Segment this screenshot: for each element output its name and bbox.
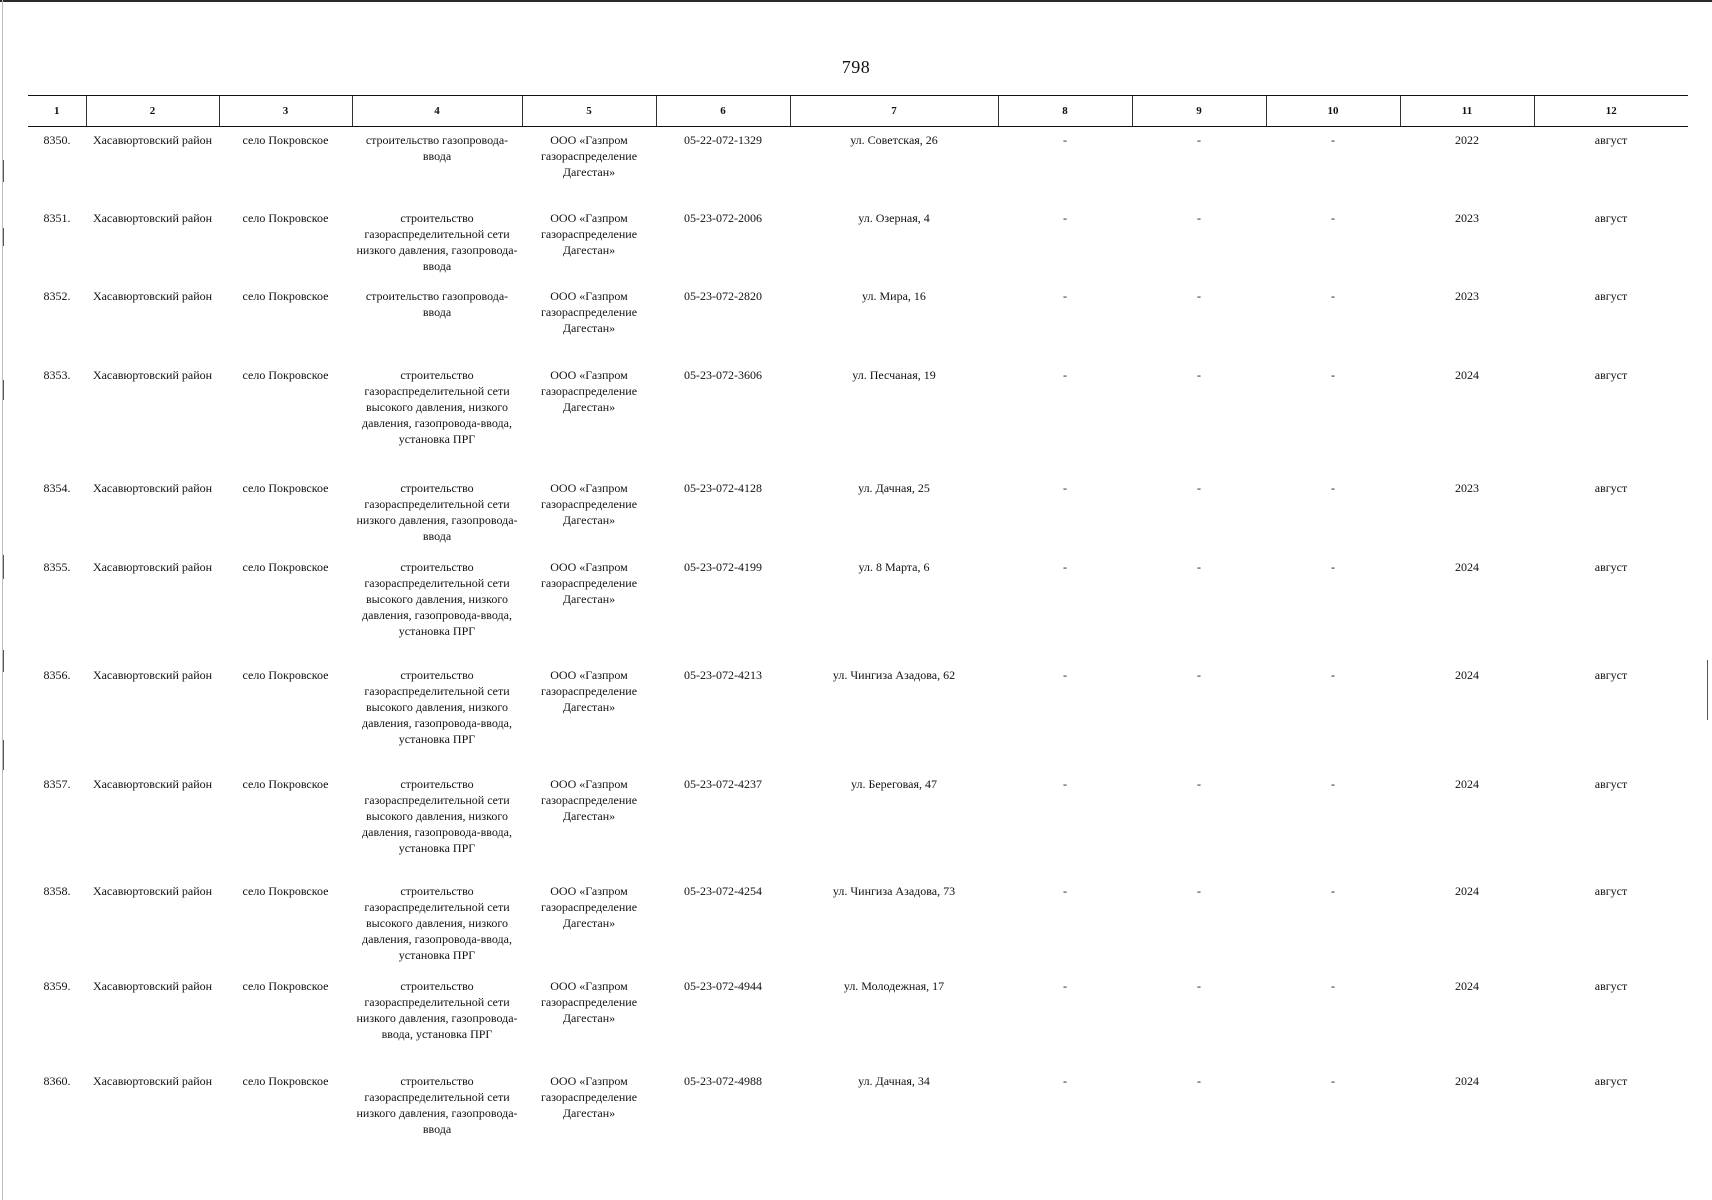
district-cell: Хасавюртовский район bbox=[92, 883, 213, 898]
address-cell: ул. Дачная, 25 bbox=[858, 480, 930, 495]
address-cell: ул. Мира, 16 bbox=[862, 288, 926, 303]
settlement-cell: село Покровское bbox=[242, 367, 329, 382]
work-description-cell: строительство газораспределительной сети низкого давления, газопровода-ввода bbox=[356, 480, 518, 543]
work-description-cell: строительство газораспределительной сети низкого давления, газопровода-ввода, установка ПРГ bbox=[356, 978, 518, 1041]
work-description-cell: строительство газораспределительной сети высокого давления, низкого давления, газопровода-ввода, установка ПРГ bbox=[362, 367, 512, 446]
column-10-cell: - bbox=[1331, 133, 1335, 147]
scan-margin-mark bbox=[3, 160, 4, 182]
year-cell: 2024 bbox=[1455, 559, 1479, 574]
month-cell: август bbox=[1594, 367, 1628, 382]
column-8-cell: - bbox=[1063, 559, 1067, 574]
month-cell: август bbox=[1594, 288, 1628, 303]
column-number-row bbox=[28, 96, 1688, 127]
work-description-cell: строительство газораспределительной сети высокого давления, низкого давления, газопровода-ввода, установка ПРГ bbox=[362, 559, 512, 638]
object-code-cell: 05-23-072-4988 bbox=[684, 1073, 762, 1088]
row-number: 8352. bbox=[43, 288, 71, 303]
column-10-cell: - bbox=[1331, 883, 1335, 898]
operator-cell: ООО «Газпром газораспределение Дагестан» bbox=[540, 559, 638, 606]
table-row bbox=[28, 662, 1688, 771]
column-header: 12 bbox=[1534, 96, 1688, 127]
column-10-cell: - bbox=[1331, 1073, 1335, 1088]
year-cell: 2024 bbox=[1455, 978, 1479, 993]
row-number: 8355. bbox=[43, 559, 71, 574]
column-9-cell: - bbox=[1197, 1073, 1201, 1088]
object-code-cell: 05-23-072-2006 bbox=[684, 210, 762, 225]
column-8-cell: - bbox=[1063, 210, 1067, 225]
table-row bbox=[28, 878, 1688, 973]
column-header: 10 bbox=[1266, 96, 1400, 127]
district-cell: Хасавюртовский район bbox=[92, 367, 213, 382]
column-10-cell: - bbox=[1331, 776, 1335, 791]
table-row bbox=[28, 475, 1688, 554]
settlement-cell: село Покровское bbox=[242, 1073, 329, 1088]
column-header: 5 bbox=[522, 96, 656, 127]
address-cell: ул. Дачная, 34 bbox=[858, 1073, 930, 1088]
column-header: 7 bbox=[790, 96, 998, 127]
column-header: 6 bbox=[656, 96, 790, 127]
operator-cell: ООО «Газпром газораспределение Дагестан» bbox=[540, 667, 638, 714]
column-10-cell: - bbox=[1331, 667, 1335, 682]
district-cell: Хасавюртовский район bbox=[92, 480, 213, 495]
column-9-cell: - bbox=[1197, 133, 1201, 147]
column-8-cell: - bbox=[1063, 367, 1067, 382]
month-cell: август bbox=[1594, 210, 1628, 225]
address-cell: ул. Советская, 26 bbox=[850, 133, 938, 147]
object-code-cell: 05-23-072-4237 bbox=[684, 776, 762, 791]
month-cell: август bbox=[1594, 776, 1628, 791]
column-8-cell: - bbox=[1063, 133, 1067, 147]
operator-cell: ООО «Газпром газораспределение Дагестан» bbox=[540, 367, 638, 414]
column-8-cell: - bbox=[1063, 288, 1067, 303]
table-row bbox=[28, 205, 1688, 283]
settlement-cell: село Покровское bbox=[242, 480, 329, 495]
column-9-cell: - bbox=[1197, 883, 1201, 898]
district-cell: Хасавюртовский район bbox=[92, 559, 213, 574]
address-cell: ул. Молодежная, 17 bbox=[843, 978, 945, 993]
year-cell: 2023 bbox=[1455, 288, 1479, 303]
scan-margin-mark bbox=[3, 228, 4, 246]
month-cell: август bbox=[1594, 1073, 1628, 1088]
address-cell: ул. Чингиза Азадова, 73 bbox=[832, 883, 956, 898]
operator-cell: ООО «Газпром газораспределение Дагестан» bbox=[540, 480, 638, 527]
column-9-cell: - bbox=[1197, 667, 1201, 682]
settlement-cell: село Покровское bbox=[242, 133, 329, 147]
column-8-cell: - bbox=[1063, 1073, 1067, 1088]
column-8-cell: - bbox=[1063, 480, 1067, 495]
work-description-cell: строительство газопровода-ввода bbox=[365, 133, 509, 163]
settlement-cell: село Покровское bbox=[242, 978, 329, 993]
operator-cell: ООО «Газпром газораспределение Дагестан» bbox=[540, 1073, 638, 1120]
operator-cell: ООО «Газпром газораспределение Дагестан» bbox=[540, 210, 638, 257]
month-cell: август bbox=[1594, 133, 1628, 147]
month-cell: август bbox=[1594, 667, 1628, 682]
work-description-cell: строительство газораспределительной сети низкого давления, газопровода-ввода bbox=[356, 210, 518, 273]
table-row bbox=[28, 973, 1688, 1068]
district-cell: Хасавюртовский район bbox=[92, 133, 213, 147]
operator-cell: ООО «Газпром газораспределение Дагестан» bbox=[540, 133, 638, 179]
operator-cell: ООО «Газпром газораспределение Дагестан» bbox=[540, 978, 638, 1025]
row-number: 8353. bbox=[43, 367, 71, 382]
row-number: 8354. bbox=[43, 480, 71, 495]
object-code-cell: 05-23-072-2820 bbox=[684, 288, 762, 303]
work-description-cell: строительство газопровода-ввода bbox=[365, 288, 509, 319]
table-row bbox=[28, 283, 1688, 362]
row-number: 8356. bbox=[43, 667, 71, 682]
column-header: 9 bbox=[1132, 96, 1266, 127]
month-cell: август bbox=[1594, 883, 1628, 898]
scan-margin-mark bbox=[1707, 660, 1708, 720]
operator-cell: ООО «Газпром газораспределение Дагестан» bbox=[540, 776, 638, 823]
column-10-cell: - bbox=[1331, 559, 1335, 574]
settlement-cell: село Покровское bbox=[242, 667, 329, 682]
month-cell: август bbox=[1594, 559, 1628, 574]
column-header: 11 bbox=[1400, 96, 1534, 127]
table-row bbox=[28, 1068, 1688, 1158]
table-row bbox=[28, 554, 1688, 662]
work-description-cell: строительство газораспределительной сети высокого давления, низкого давления, газопровода-ввода, установка ПРГ bbox=[362, 883, 512, 962]
address-cell: ул. Озерная, 4 bbox=[858, 210, 930, 225]
column-10-cell: - bbox=[1331, 480, 1335, 495]
column-header: 1 bbox=[28, 96, 86, 127]
year-cell: 2024 bbox=[1455, 667, 1479, 682]
scan-margin-mark bbox=[3, 380, 4, 400]
year-cell: 2024 bbox=[1455, 883, 1479, 898]
address-cell: ул. Песчаная, 19 bbox=[852, 367, 936, 382]
year-cell: 2023 bbox=[1455, 480, 1479, 495]
district-cell: Хасавюртовский район bbox=[92, 667, 213, 682]
object-code-cell: 05-23-072-4254 bbox=[684, 883, 762, 898]
row-number: 8351. bbox=[43, 210, 71, 225]
work-description-cell: строительство газораспределительной сети низкого давления, газопровода-ввода bbox=[356, 1073, 518, 1136]
column-9-cell: - bbox=[1197, 367, 1201, 382]
month-cell: август bbox=[1594, 480, 1628, 495]
column-header: 3 bbox=[219, 96, 352, 127]
column-9-cell: - bbox=[1197, 288, 1201, 303]
row-number: 8358. bbox=[43, 883, 71, 898]
object-code-cell: 05-23-072-3606 bbox=[684, 367, 762, 382]
scan-margin-mark bbox=[3, 555, 4, 579]
scan-margin-mark bbox=[3, 740, 4, 770]
year-cell: 2024 bbox=[1455, 1073, 1479, 1088]
district-cell: Хасавюртовский район bbox=[92, 210, 213, 225]
table-row bbox=[28, 362, 1688, 475]
row-number: 8360. bbox=[43, 1073, 71, 1088]
object-code-cell: 05-23-072-4213 bbox=[684, 667, 762, 682]
row-number: 8359. bbox=[43, 978, 71, 993]
object-code-cell: 05-23-072-4944 bbox=[684, 978, 762, 993]
settlement-cell: село Покровское bbox=[242, 288, 329, 303]
column-8-cell: - bbox=[1063, 667, 1067, 682]
column-header: 8 bbox=[998, 96, 1132, 127]
operator-cell: ООО «Газпром газораспределение Дагестан» bbox=[540, 288, 638, 335]
row-number: 8357. bbox=[43, 776, 71, 791]
table-row bbox=[28, 771, 1688, 878]
district-cell: Хасавюртовский район bbox=[92, 978, 213, 993]
settlement-cell: село Покровское bbox=[242, 559, 329, 574]
column-8-cell: - bbox=[1063, 883, 1067, 898]
column-9-cell: - bbox=[1197, 210, 1201, 225]
column-10-cell: - bbox=[1331, 210, 1335, 225]
table-row bbox=[28, 127, 1688, 205]
object-code-cell: 05-22-072-1329 bbox=[684, 133, 762, 147]
settlement-cell: село Покровское bbox=[242, 210, 329, 225]
column-header: 2 bbox=[86, 96, 219, 127]
address-cell: ул. 8 Марта, 6 bbox=[858, 559, 930, 574]
column-9-cell: - bbox=[1197, 480, 1201, 495]
object-code-cell: 05-23-072-4128 bbox=[684, 480, 762, 495]
registry-table bbox=[28, 95, 1688, 1158]
page-number: 798 bbox=[841, 57, 871, 77]
object-code-cell: 05-23-072-4199 bbox=[684, 559, 762, 574]
column-8-cell: - bbox=[1063, 978, 1067, 993]
address-cell: ул. Чингиза Азадова, 62 bbox=[832, 667, 956, 682]
year-cell: 2024 bbox=[1455, 367, 1479, 382]
column-9-cell: - bbox=[1197, 978, 1201, 993]
column-9-cell: - bbox=[1197, 776, 1201, 791]
column-10-cell: - bbox=[1331, 288, 1335, 303]
month-cell: август bbox=[1594, 978, 1628, 993]
work-description-cell: строительство газораспределительной сети высокого давления, низкого давления, газопровода-ввода, установка ПРГ bbox=[362, 776, 512, 855]
year-cell: 2022 bbox=[1455, 133, 1479, 147]
column-10-cell: - bbox=[1331, 978, 1335, 993]
district-cell: Хасавюртовский район bbox=[92, 1073, 213, 1088]
settlement-cell: село Покровское bbox=[242, 776, 329, 791]
operator-cell: ООО «Газпром газораспределение Дагестан» bbox=[540, 883, 638, 930]
settlement-cell: село Покровское bbox=[242, 883, 329, 898]
year-cell: 2024 bbox=[1455, 776, 1479, 791]
address-cell: ул. Береговая, 47 bbox=[851, 776, 937, 791]
column-8-cell: - bbox=[1063, 776, 1067, 791]
row-number: 8350. bbox=[43, 133, 71, 147]
column-header: 4 bbox=[352, 96, 522, 127]
column-9-cell: - bbox=[1197, 559, 1201, 574]
column-10-cell: - bbox=[1331, 367, 1335, 382]
district-cell: Хасавюртовский район bbox=[92, 776, 213, 791]
district-cell: Хасавюртовский район bbox=[92, 288, 213, 303]
scan-margin-mark bbox=[3, 650, 4, 672]
scan-top-border bbox=[0, 0, 1712, 2]
work-description-cell: строительство газораспределительной сети высокого давления, низкого давления, газопровода-ввода, установка ПРГ bbox=[362, 667, 512, 746]
year-cell: 2023 bbox=[1455, 210, 1479, 225]
